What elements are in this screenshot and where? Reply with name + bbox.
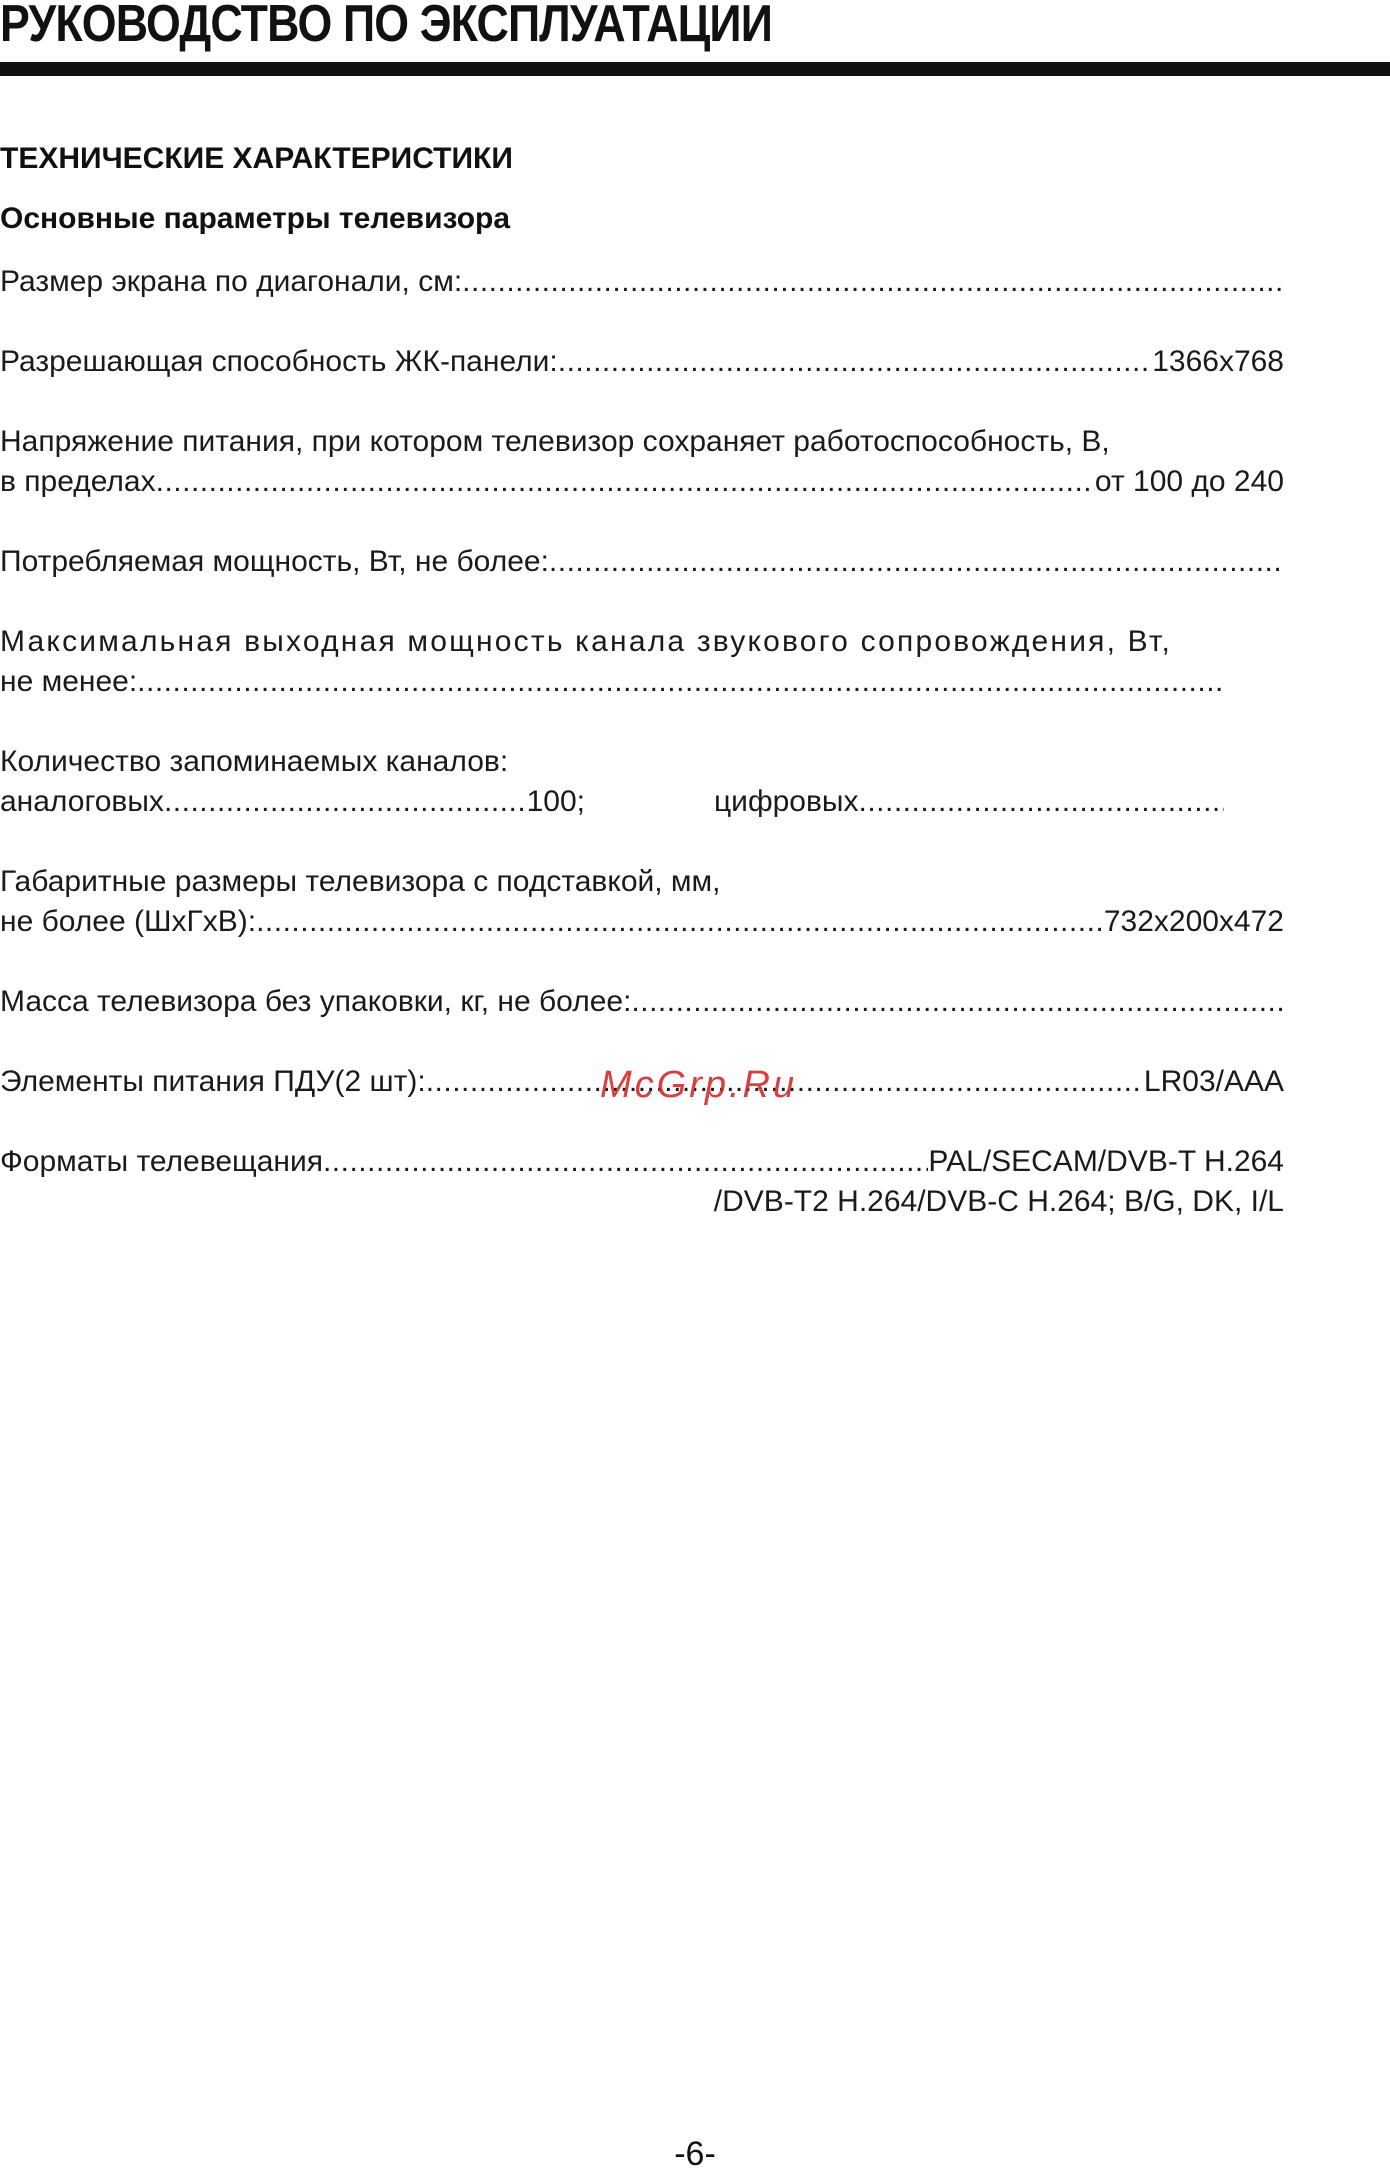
spec-label: аналоговых bbox=[0, 785, 164, 818]
spec-audio-label bbox=[0, 622, 1284, 662]
leader-dots bbox=[256, 902, 1104, 942]
spec-value: LR03/AAA bbox=[1143, 1065, 1284, 1098]
spec-formats-continued: /DVB-T2 H.264/DVB-C H.264; B/G, DK, I/L bbox=[713, 1185, 1284, 1218]
section-title: ТЕХНИЧЕСКИЕ ХАРАКТЕРИСТИКИ bbox=[0, 142, 513, 175]
header-rule bbox=[0, 62, 1390, 76]
leader-dots bbox=[859, 782, 1225, 822]
watermark: McGrp.Ru bbox=[600, 1064, 798, 1106]
spec-resolution bbox=[0, 342, 1284, 382]
spec-label: Потребляемая мощность, Вт, не более: bbox=[0, 545, 549, 578]
page-header-title: РУКОВОДСТВО ПО ЭКСПЛУАТАЦИИ bbox=[0, 0, 773, 53]
spec-label: Элементы питания ПДУ(2 шт): bbox=[0, 1065, 426, 1098]
spec-label: цифровых bbox=[714, 785, 859, 818]
spec-label: Габаритные размеры телевизора с подставкой, мм, bbox=[0, 865, 721, 898]
spec-label: в пределах bbox=[0, 465, 156, 498]
subsection-title: Основные параметры телевизора bbox=[0, 202, 511, 235]
spec-label: Размер экрана по диагонали, см: bbox=[0, 265, 463, 298]
page-number: -6- bbox=[674, 2135, 716, 2173]
leader-dots bbox=[631, 982, 1284, 1022]
spec-label: Разрешающая способность ЖК-панели: bbox=[0, 345, 558, 378]
spec-label: не более (ШхГхВ): bbox=[0, 905, 257, 938]
leader-dots bbox=[137, 662, 1224, 702]
leader-dots bbox=[164, 782, 527, 822]
spec-value: PAL/SECAM/DVB-T H.264 bbox=[928, 1145, 1284, 1178]
spec-dimensions bbox=[0, 902, 1284, 942]
spec-voltage-label bbox=[0, 422, 1284, 462]
spec-channels-digital bbox=[714, 782, 1224, 822]
leader-dots bbox=[323, 1142, 928, 1182]
spec-label: Масса телевизора без упаковки, кг, не более: bbox=[0, 985, 632, 1018]
leader-dots bbox=[156, 462, 1095, 502]
leader-dots bbox=[462, 262, 1284, 302]
spec-label: не менее: bbox=[0, 665, 138, 698]
spec-voltage bbox=[0, 462, 1284, 502]
spec-channels-analog bbox=[0, 782, 585, 822]
spec-label: Количество запоминаемых каналов: bbox=[0, 745, 509, 778]
spec-audio bbox=[0, 662, 1224, 702]
spec-value: 100; bbox=[526, 785, 585, 818]
spec-label: Форматы телевещания bbox=[0, 1145, 323, 1178]
spec-power bbox=[0, 542, 1284, 582]
spec-screen-size bbox=[0, 262, 1284, 302]
spec-label: Максимальная выходная мощность канала звукового сопровождения, Вт, bbox=[0, 625, 1173, 658]
spec-channels-label bbox=[0, 742, 1284, 782]
spec-value: 732x200x472 bbox=[1103, 905, 1284, 938]
spec-dimensions-label bbox=[0, 862, 1284, 902]
spec-formats bbox=[0, 1142, 1284, 1182]
leader-dots bbox=[558, 342, 1152, 382]
spec-value: от 100 до 240 bbox=[1094, 465, 1284, 498]
spec-label: Напряжение питания, при котором телевизор сохраняет работоспособность, В, bbox=[0, 425, 1110, 458]
spec-weight bbox=[0, 982, 1284, 1022]
spec-value: 1366x768 bbox=[1152, 345, 1284, 378]
leader-dots bbox=[549, 542, 1284, 582]
